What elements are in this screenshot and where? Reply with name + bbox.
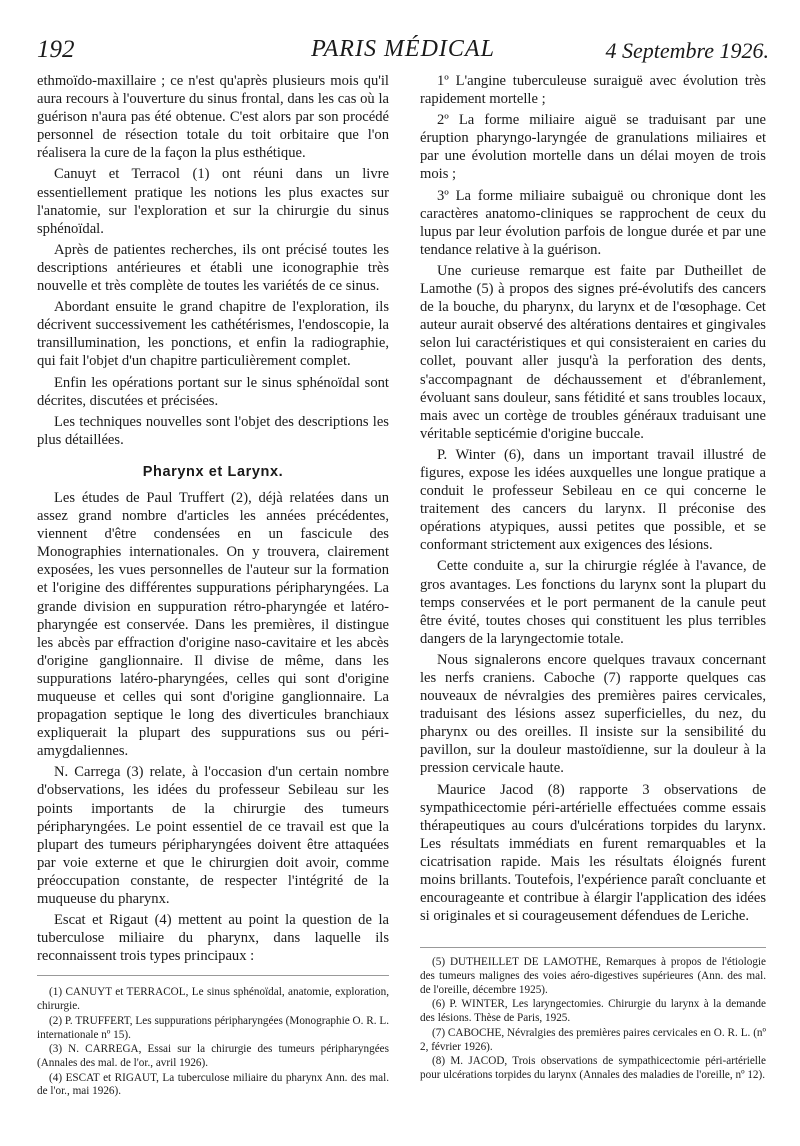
paragraph: Une curieuse remarque est faite par Dutheillet de Lamothe (5) à propos des signes pré-évolutifs des cancers de la bouche, du pharynx, du larynx et de l'œsophage. Cet auteur aurait observé des altérations dentaires et gingivales selon lui caractéristiques et qui consisteraient en caries du collet, pouvant aller jusqu'à la perforation des dents, s'accompagnant de déchaussement et d'ébranlement, évoluant sans douleur, sans fétidité et sans troubles locaux, mais avec un cortège de troubles généraux traduisant une véritable septicémie d'origine buccale. xyxy=(420,262,766,442)
page-number: 192 xyxy=(37,36,75,63)
footnote: (7) CABOCHE, Névralgies des premières paires cervicales en O. R. L. (nº 2, février 1926). xyxy=(420,1026,766,1053)
page-header xyxy=(37,36,769,70)
paragraph: Escat et Rigaut (4) mettent au point la question de la tuberculose miliaire du pharynx, dans laquelle ils reconnaissent trois types principaux : xyxy=(37,912,389,965)
paragraph: Les techniques nouvelles sont l'objet des descriptions les plus détaillées. xyxy=(37,413,389,448)
list-item: 2º La forme miliaire aiguë se traduisant par une éruption pharyngo-laryngée de granulations miliaires et par une évolution mortelle dans un délai moyen de trois mois ; xyxy=(420,112,766,183)
paragraph: Canuyt et Terracol (1) ont réuni dans un livre essentiellement pratique les notions les plus exactes sur l'anatomie, sur l'exploration et sur la chirurgie du sinus sphénoïdal. xyxy=(37,166,389,237)
issue-date: 4 Septembre 1926. xyxy=(605,38,769,63)
section-heading: Pharynx et Larynx. xyxy=(142,463,284,480)
paragraph: Abordant ensuite le grand chapitre de l'exploration, ils décrivent successivement les cathétérismes, l'endoscopie, la transillumination, les ponctions, et enfin la radiographie, qui fait l'objet d'un chapitre particulièrement complet. xyxy=(37,299,389,370)
footnote: (6) P. WINTER, Les laryngectomies. Chirurgie du larynx à la demande des lésions. Thèse de Paris, 1925. xyxy=(420,998,766,1025)
list-item: 1º L'angine tuberculeuse suraiguë avec évolution très rapidement mortelle ; xyxy=(420,73,766,108)
paragraph: N. Carrega (3) relate, à l'occasion d'un certain nombre d'observations, les idées du professeur Sebileau sur les points importants de la chirurgie des tumeurs péripharyngées. Le point essentiel de ce travail est que la plupart des tumeurs péripharyngées doivent être attaquées par voie externe et que le chirurgien doit avoir, comme préoccupation constante, de respecter l'intégrité de la muqueuse du pharynx. xyxy=(37,764,389,908)
journal-title: PARIS MÉDICAL xyxy=(311,36,495,62)
footnote: (2) P. TRUFFERT, Les suppurations péripharyngées (Monographie O. R. L. internationale nº 15). xyxy=(37,1014,389,1041)
paragraph: P. Winter (6), dans un important travail illustré de figures, expose les idées auxquelles une longue pratique a conduit le professeur Sebileau en ce qui concerne le traitement des cancers du larynx. Il préconise des opérations atypiques, aussi petites que possible, et se conformant strictement aux exigences des lésions. xyxy=(420,446,766,554)
right-column xyxy=(420,72,766,1084)
paragraph: Cette conduite a, sur la chirurgie réglée à l'avance, de gros avantages. Les fonctions du larynx sont la plupart du temps conservées et le port permanent de la canule peut être évité, toutes choses qui constituent les plus terribles dangers de la laryngectomie totale. xyxy=(420,558,766,647)
paragraph: Enfin les opérations portant sur le sinus sphénoïdal sont décrites, discutées et précisées. xyxy=(37,374,389,409)
list-item: 3º La forme miliaire subaiguë ou chronique dont les caractères anatomo-cliniques se rapprochent de ceux du lupus par leur évolution parfois de longue durée et par une tendance relative à la guérison. xyxy=(420,187,766,258)
paragraph: Les études de Paul Truffert (2), déjà relatées dans un assez grand nombre d'articles les années précédentes, viennent d'être condensées en un fascicule des Monographies internationales. On y trouvera, clairement exposées, les vues personnelles de l'auteur sur la formation et l'origine des différentes suppurations péripharyngées. La grande division en suppuration rétro-pharyngée et latéro-pharyngée est conservée. Dans les premières, il distingue les abcès par effraction d'origine naso-cavitaire et les abcès d'origine ganglionnaire. Il divise de même, dans les suppurations latéro-pharyngées, celles qui sont d'origine muqueuse et celles qui sont d'origine ganglionnaire. La propagation septique le long des diverticules branchiaux expliquerait la plupart des suppurations sus ou péri-amygdaliennes. xyxy=(37,489,389,760)
footnote: (8) M. JACOD, Trois observations de sympathicectomie péri-artérielle pour ulcérations torpides du larynx (Annales des maladies de l'oreille, nº 12). xyxy=(420,1055,766,1081)
paragraph: ethmoïdo-maxillaire ; ce n'est qu'après plusieurs mois qu'il aura recours à l'ouverture du sinus frontal, dans les cas où la guérison n'aura pas été obtenue. C'est alors par son procédé personnel de résection totale du toit orbitaire que l'on réalisera la cure de la façon la plus esthétique. xyxy=(37,73,389,162)
footnotes xyxy=(37,975,389,1099)
paragraph: Maurice Jacod (8) rapporte 3 observations de sympathicectomie péri-artérielle effectuées comme essais thérapeutiques au cours d'ulcérations torpides du larynx. Les résultats immédiats en furent remarquables et la cicatrisation rapide. Mais les résultats éloignés furent moins brillants. Toutefois, l'expérience paraît concluante et encourageante et contribue à élargir l'application des idées si originales et si courageusement défendues de Leriche. xyxy=(420,781,766,925)
footnote: (5) DUTHEILLET DE LAMOTHE, Remarques à propos de l'étiologie des tumeurs malignes des voies aéro-digestives supérieures (Ann. des mal. de l'oreille, décembre 1925). xyxy=(420,956,766,996)
footnotes xyxy=(420,947,766,1082)
paragraph: Après de patientes recherches, ils ont précisé toutes les descriptions antérieures et établi une iconographie très nouvelle et très complète de toutes les variétés de ce sinus. xyxy=(37,241,389,295)
footnote: (3) N. CARREGA, Essai sur la chirurgie des tumeurs péripharyngées (Annales des mal. de l'or., avril 1926). xyxy=(37,1043,389,1069)
footnote: (4) ESCAT et RIGAUT, La tuberculose miliaire du pharynx Ann. des mal. de l'or., mai 1926). xyxy=(37,1071,389,1098)
paragraph: Nous signalerons encore quelques travaux concernant les nerfs craniens. Caboche (7) rapporte quelques cas nouveaux de névralgies des premières paires cervicales, traduisant des lésions assez superficielles, du nez, du pharynx ou des oreilles. Il insiste sur la sensibilité du pavillon, sur la douleur mastoïdienne, sur la douleur à la pression cervicale haute. xyxy=(420,651,766,777)
left-column xyxy=(37,72,389,1100)
footnote: (1) CANUYT et TERRACOL, Le sinus sphénoïdal, anatomie, exploration, chirurgie. xyxy=(37,986,389,1013)
